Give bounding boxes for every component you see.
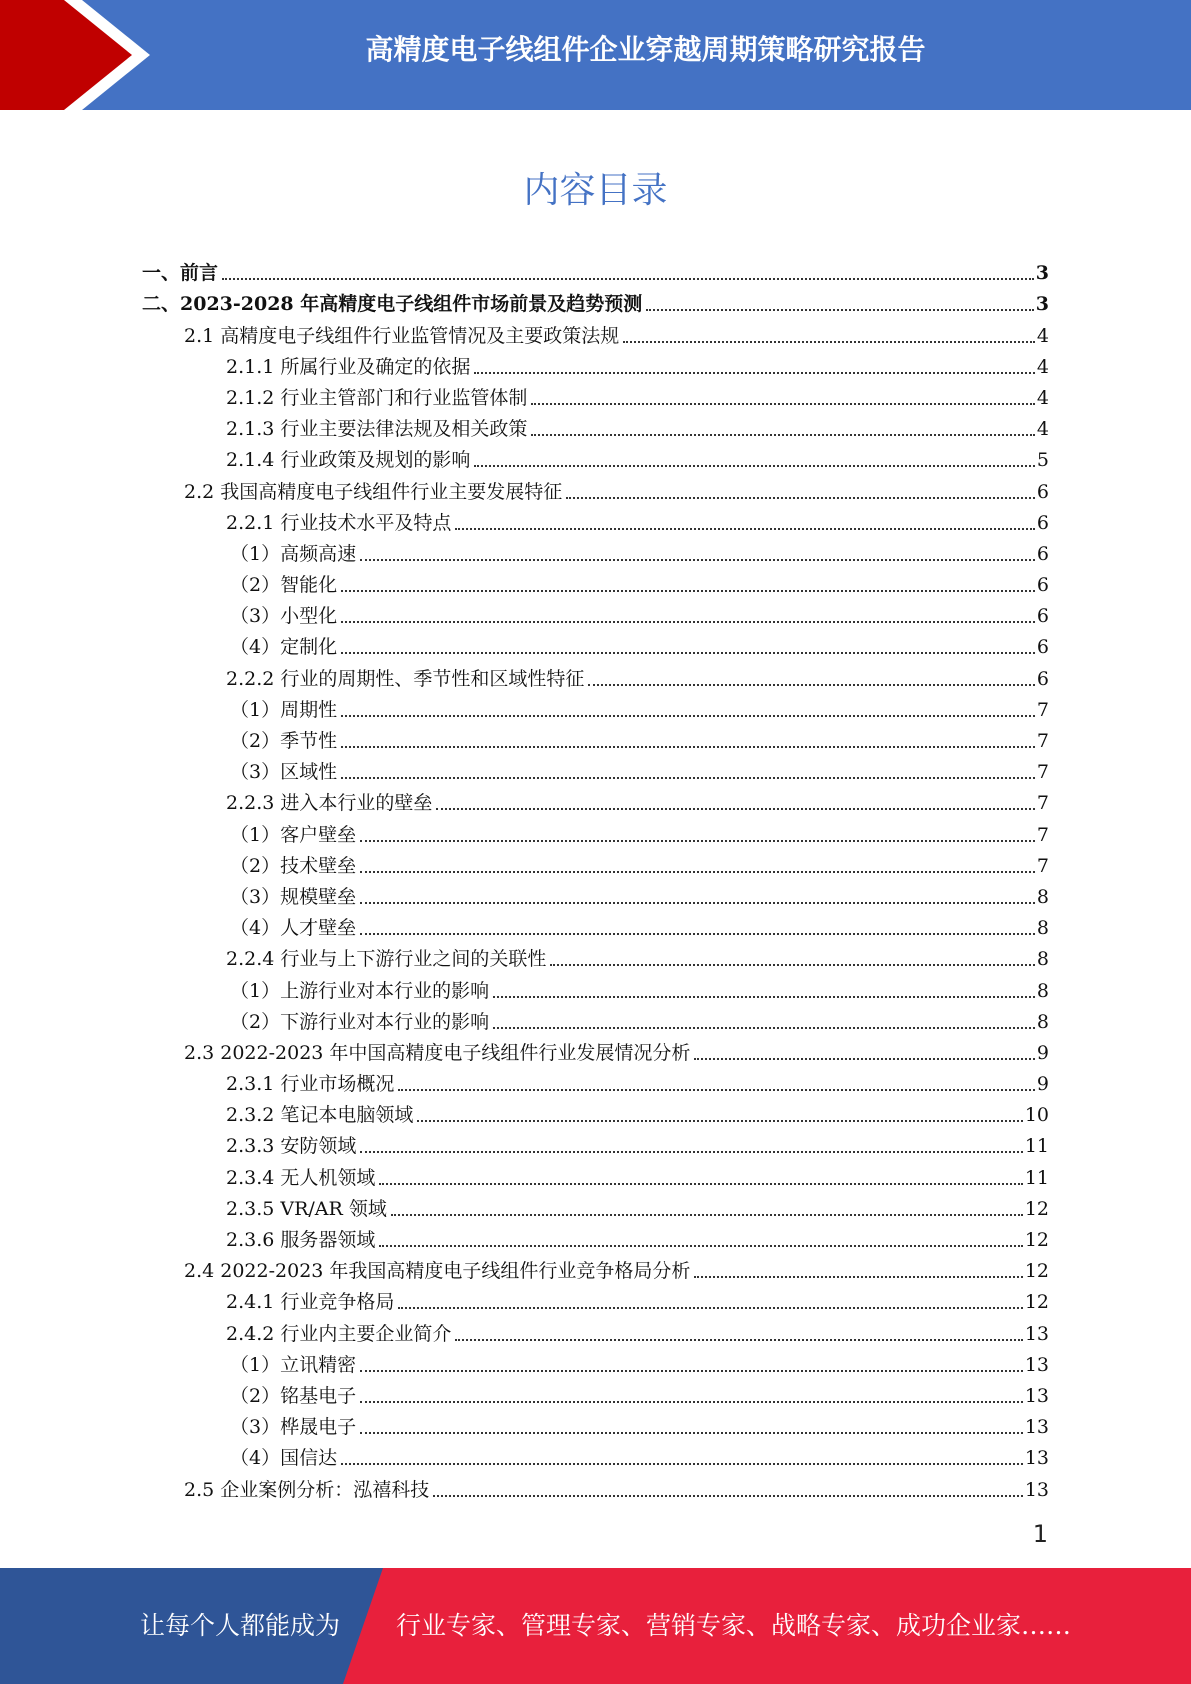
toc-dot-leader	[341, 620, 1035, 623]
toc-dot-leader	[360, 558, 1035, 561]
toc-entry[interactable]	[142, 379, 1049, 410]
toc-entry-page: 12	[1024, 1291, 1049, 1314]
toc-entry-label: 2.3.6 服务器领域	[226, 1229, 376, 1251]
toc-entry-label: 2.1.2 行业主管部门和行业监管体制	[226, 386, 528, 409]
toc-entry-label: 2.1.1 所属行业及确定的依据	[226, 355, 471, 378]
toc-entry[interactable]	[142, 878, 1049, 909]
toc-dot-leader	[398, 1306, 1022, 1309]
toc-entry[interactable]	[142, 1034, 1049, 1065]
toc-entry[interactable]	[142, 1377, 1049, 1408]
toc-entry-label: 2.3.1 行业市场概况	[226, 1073, 395, 1096]
toc-entry-label: 2.3.3 安防领域	[226, 1135, 357, 1158]
toc-dot-leader	[341, 776, 1035, 779]
toc-entry-page: 8	[1036, 979, 1049, 1002]
toc-entry[interactable]	[142, 847, 1049, 878]
toc-dot-leader	[531, 433, 1035, 436]
toc-entry-page: 13	[1024, 1447, 1049, 1470]
toc-entry[interactable]	[142, 316, 1049, 347]
toc-entry[interactable]	[142, 1065, 1049, 1096]
toc-dot-leader	[455, 1338, 1022, 1341]
footer-slogan-right: 行业专家、管理专家、营销专家、战略专家、成功企业家……	[396, 1611, 1072, 1640]
toc-entry[interactable]	[142, 1190, 1049, 1221]
toc-entry-page: 5	[1036, 449, 1049, 472]
toc-entry-label: 2.3 2022-2023 年中国高精度电子线组件行业发展情况分析	[184, 1041, 691, 1064]
toc-entry-page: 13	[1024, 1353, 1049, 1376]
toc-entry-page: 8	[1036, 948, 1049, 971]
toc-dot-leader	[360, 901, 1035, 904]
toc-entry-label: 2.2.3 进入本行业的壁垒	[226, 792, 433, 815]
toc-entry-page: 3	[1035, 293, 1049, 316]
toc-entry[interactable]	[142, 784, 1049, 815]
toc-entry-page: 6	[1036, 542, 1049, 565]
toc-dot-leader	[379, 1182, 1022, 1185]
toc-entry-label: （4）人才壁垒	[230, 917, 357, 940]
toc-entry-label: 2.2.2 行业的周期性、季节性和区域性特征	[226, 667, 585, 690]
toc-dot-leader	[360, 932, 1035, 935]
toc-dot-leader	[474, 371, 1035, 374]
toc-dot-leader	[360, 1431, 1023, 1434]
toc-entry-page: 7	[1036, 761, 1049, 784]
toc-entry-label: 2.2.4 行业与上下游行业之间的关联性	[226, 948, 547, 971]
toc-entry-page: 4	[1036, 386, 1049, 409]
toc-entry-label: 2.2.1 行业技术水平及特点	[226, 511, 452, 534]
toc-entry-label: 2.2 我国高精度电子线组件行业主要发展特征	[184, 480, 563, 503]
toc-dot-leader	[436, 807, 1035, 810]
toc-entry[interactable]	[142, 566, 1049, 597]
toc-entry[interactable]	[142, 504, 1049, 535]
toc-entry[interactable]	[142, 348, 1049, 379]
report-header-band	[0, 0, 1191, 110]
toc-entry-label: 一、前言	[142, 262, 219, 285]
toc-dot-leader	[391, 1213, 1023, 1216]
toc-entry-page: 10	[1024, 1104, 1049, 1127]
page-number: 1	[1032, 1520, 1048, 1548]
toc-entry[interactable]	[142, 1470, 1049, 1501]
footer-band	[0, 1568, 1191, 1684]
toc-dot-leader	[398, 1088, 1035, 1091]
toc-dot-leader	[566, 496, 1035, 499]
toc-dot-leader	[493, 1026, 1035, 1029]
toc-dot-leader	[379, 1244, 1022, 1247]
toc-dot-leader	[493, 995, 1035, 998]
toc-entry[interactable]	[142, 815, 1049, 846]
toc-entry-page: 6	[1036, 511, 1049, 534]
toc-entry[interactable]	[142, 441, 1049, 472]
toc-entry[interactable]	[142, 1346, 1049, 1377]
toc-dot-leader	[588, 683, 1035, 686]
toc-entry-label: （1）周期性	[230, 698, 338, 721]
toc-entry[interactable]	[142, 285, 1049, 316]
toc-dot-leader	[360, 1400, 1023, 1403]
toc-entry-label: （2）技术壁垒	[230, 854, 357, 877]
toc-dot-leader	[474, 464, 1035, 467]
toc-entry[interactable]	[142, 1221, 1049, 1252]
toc-entry-page: 7	[1036, 854, 1049, 877]
toc-dot-leader	[623, 340, 1035, 343]
toc-entry[interactable]	[142, 254, 1049, 285]
toc-entry[interactable]	[142, 1439, 1049, 1470]
toc-dot-leader	[341, 651, 1035, 654]
toc-entry[interactable]	[142, 1096, 1049, 1127]
toc-entry[interactable]	[142, 1003, 1049, 1034]
toc-entry-page: 9	[1036, 1041, 1049, 1064]
toc-dot-leader	[360, 1150, 1022, 1153]
toc-entry[interactable]	[142, 1252, 1049, 1283]
toc-dot-leader	[531, 402, 1035, 405]
toc-title: 内容目录	[523, 170, 668, 211]
toc-entry-page: 6	[1036, 636, 1049, 659]
toc-entry-page: 11	[1024, 1166, 1049, 1189]
toc-entry[interactable]	[142, 659, 1049, 690]
toc-dot-leader	[341, 589, 1035, 592]
toc-entry-label: 2.4.1 行业竞争格局	[226, 1291, 395, 1314]
toc-entry[interactable]	[142, 535, 1049, 566]
toc-dot-leader	[694, 1275, 1022, 1278]
toc-dot-leader	[222, 277, 1034, 280]
toc-dot-leader	[433, 1494, 1023, 1497]
toc-entry-label: （1）客户壁垒	[230, 823, 357, 846]
toc-entry[interactable]	[142, 1283, 1049, 1314]
toc-dot-leader	[550, 963, 1035, 966]
toc-entry-label: （2）铭基电子	[230, 1384, 357, 1407]
toc-dot-leader	[360, 870, 1035, 873]
toc-entry-page: 6	[1036, 605, 1049, 628]
toc-entry-page: 6	[1036, 667, 1049, 690]
toc-dot-leader	[360, 839, 1035, 842]
toc-entry-page: 7	[1036, 823, 1049, 846]
toc-dot-leader	[417, 1119, 1022, 1122]
toc-entry-page: 12	[1024, 1229, 1049, 1251]
toc-entry[interactable]	[142, 1127, 1049, 1158]
toc-entry-page: 8	[1036, 1010, 1049, 1033]
toc-entry-label: （2）智能化	[230, 574, 338, 597]
toc-entry-label: 2.3.5 VR/AR 领域	[226, 1197, 387, 1220]
toc-entry-page: 7	[1036, 730, 1049, 752]
toc-entry-page: 6	[1036, 480, 1049, 503]
toc-entry[interactable]	[142, 722, 1049, 753]
toc-entry-page: 4	[1036, 324, 1049, 347]
footer-slogan-left: 让每个人都能成为	[140, 1611, 341, 1640]
toc-dot-leader	[341, 714, 1035, 717]
toc-entry-label: （1）上游行业对本行业的影响	[230, 979, 490, 1002]
toc-entry-label: 2.1.3 行业主要法律法规及相关政策	[226, 418, 528, 441]
toc-entry-label: （4）国信达	[230, 1447, 338, 1470]
toc-entry-page: 8	[1036, 917, 1049, 940]
toc-entry-page: 13	[1024, 1322, 1049, 1345]
toc-entry-label: （3）区域性	[230, 761, 338, 784]
toc-entry-label: （1）立讯精密	[230, 1353, 357, 1376]
toc-entry-page: 7	[1036, 698, 1049, 721]
toc-entry-page: 13	[1024, 1478, 1049, 1501]
toc-entry[interactable]	[142, 1158, 1049, 1189]
toc-entry-page: 13	[1024, 1384, 1049, 1407]
toc-entry-label: 2.4 2022-2023 年我国高精度电子线组件行业竞争格局分析	[184, 1260, 691, 1283]
toc-entry-label: 2.1.4 行业政策及规划的影响	[226, 449, 471, 472]
toc-entry[interactable]	[142, 628, 1049, 659]
toc-list	[142, 254, 1049, 1502]
toc-entry-label: （2）下游行业对本行业的影响	[230, 1010, 490, 1033]
toc-entry[interactable]	[142, 1314, 1049, 1345]
toc-entry-label: （3）小型化	[230, 605, 338, 628]
toc-entry-label: 2.3.4 无人机领域	[226, 1166, 376, 1189]
toc-entry-label: 2.4.2 行业内主要企业简介	[226, 1322, 452, 1345]
toc-entry-label: （3）规模壁垒	[230, 885, 357, 908]
toc-entry[interactable]	[142, 971, 1049, 1002]
toc-entry-page: 4	[1036, 355, 1049, 378]
toc-entry-page: 9	[1036, 1073, 1049, 1096]
toc-entry-label: 2.1 高精度电子线组件行业监管情况及主要政策法规	[184, 324, 620, 347]
toc-entry-page: 7	[1036, 792, 1049, 815]
header-arrow-red-shape	[0, 0, 132, 110]
toc-dot-leader	[646, 308, 1034, 311]
toc-entry[interactable]	[142, 691, 1049, 722]
toc-entry[interactable]	[142, 597, 1049, 628]
toc-dot-leader	[455, 527, 1035, 530]
header-arrow-icon	[0, 0, 160, 110]
toc-entry[interactable]	[142, 472, 1049, 503]
toc-entry-page: 12	[1024, 1260, 1049, 1283]
toc-dot-leader	[341, 745, 1035, 748]
toc-entry-page: 4	[1036, 418, 1049, 441]
toc-entry-label: 2.3.2 笔记本电脑领域	[226, 1104, 414, 1127]
toc-entry[interactable]	[142, 753, 1049, 784]
toc-entry[interactable]	[142, 909, 1049, 940]
toc-entry-page: 8	[1036, 885, 1049, 908]
toc-entry-label: 二、2023-2028 年高精度电子线组件市场前景及趋势预测	[142, 293, 643, 316]
toc-entry[interactable]	[142, 1408, 1049, 1439]
toc-entry-label: （3）桦晟电子	[230, 1416, 357, 1439]
toc-entry-page: 6	[1036, 574, 1049, 597]
toc-dot-leader	[341, 1462, 1023, 1465]
toc-entry-label: （2）季节性	[230, 730, 338, 752]
toc-entry-label: 2.5 企业案例分析：泓禧科技	[184, 1478, 430, 1501]
toc-entry-page: 11	[1024, 1135, 1049, 1158]
report-title: 高精度电子线组件企业穿越周期策略研究报告	[365, 33, 926, 66]
toc-dot-leader	[694, 1057, 1034, 1060]
toc-entry-label: （4）定制化	[230, 636, 338, 659]
toc-entry[interactable]	[142, 940, 1049, 971]
toc-entry[interactable]	[142, 410, 1049, 441]
toc-entry-page: 12	[1024, 1197, 1049, 1220]
toc-entry-page: 3	[1035, 262, 1049, 285]
toc-dot-leader	[360, 1369, 1023, 1372]
toc-entry-page: 13	[1024, 1416, 1049, 1439]
toc-entry-label: （1）高频高速	[230, 542, 357, 565]
